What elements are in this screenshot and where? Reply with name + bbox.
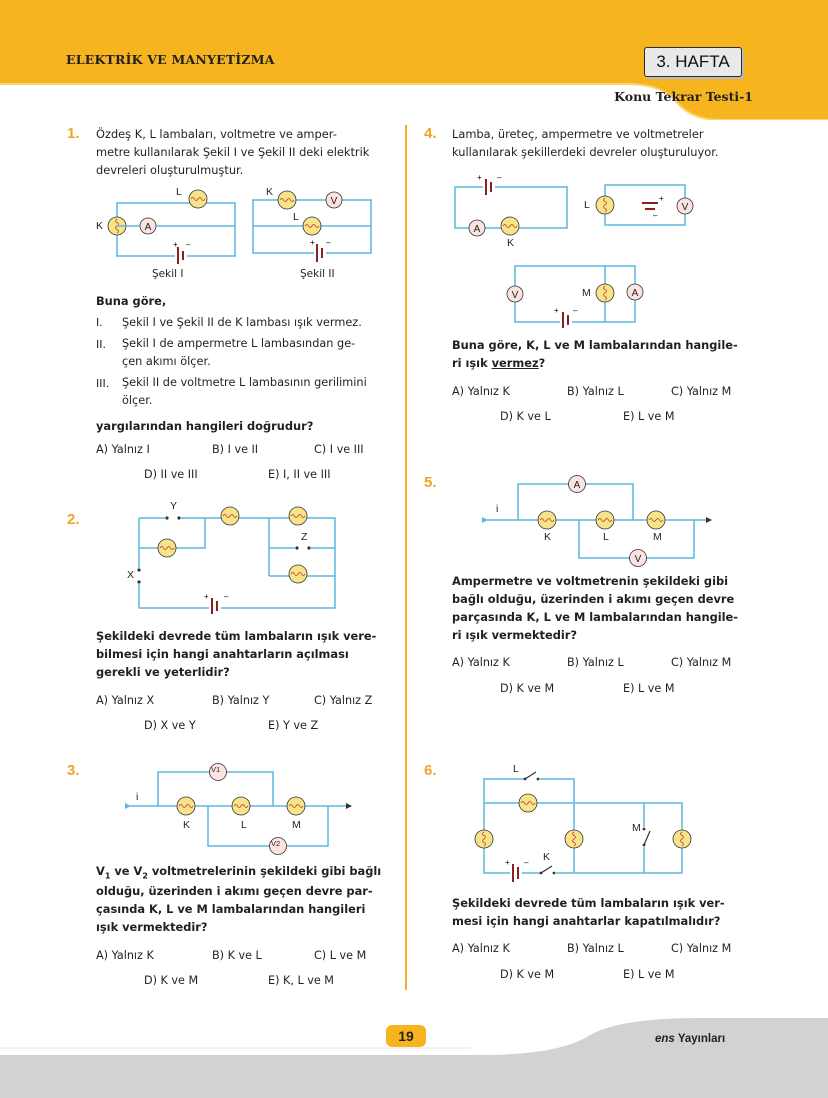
q1-stem-1: Özdeş K, L lambaları, voltmetre ve amper- [96,127,337,141]
q6-label-L: L [513,763,519,775]
q2-label-X: X [127,569,135,581]
section-title: ELEKTRİK VE MANYETİZMA [66,52,275,67]
q3-lamp-M [287,797,305,815]
q4-fig2-lamp-L [596,196,614,214]
q2-choice-b[interactable]: B) Yalnız Y [212,694,270,707]
q1-circuit-figures [90,180,390,280]
svg-text:+: + [310,238,315,247]
svg-text:–: – [224,592,229,601]
q6-battery [505,858,529,883]
q4-fig3-voltmeter [507,286,523,302]
q1-item2-text-2: çen akımı ölçer. [122,355,211,368]
svg-text:–: – [573,306,578,315]
q3-label-V1: V1 [211,765,221,774]
svg-text:V: V [634,554,642,565]
q3-label-L: L [241,819,247,831]
q4-choice-e[interactable]: E) L ve M [623,410,675,423]
q6-stem-2: mesi için hangi anahtarlar kapatılmalıdır? [452,914,721,928]
q4-fig1-lamp-K [501,217,519,235]
q2-switch-X [133,568,145,584]
svg-text:A: A [473,224,481,235]
q1-stem-2: metre kullanılarak Şekil I ve Şekil II deki elektrik [96,145,370,159]
q3-stem-2: olduğu, üzerinden i akımı geçen devre par- [96,884,373,898]
q2-lamp-left [158,539,176,557]
q6-lamp-left [475,830,493,848]
q5-stem-4: ri ışık vermektedir? [452,628,578,642]
q4-stem-1: Lamba, üreteç, ampermetre ve voltmetreler [452,127,704,141]
q6-number: 6. [424,762,437,779]
q4-fig1-ammeter [469,220,485,236]
q5-label-M: M [653,531,662,543]
q6-label-M: M [632,822,641,834]
q2-lamp-right-top [289,507,307,525]
q4-choice-c[interactable]: C) Yalnız M [671,385,732,398]
q6-switch-K [540,865,556,879]
svg-text:V: V [511,290,519,301]
q1-label-L1: L [176,186,182,198]
q4-choice-a[interactable]: A) Yalnız K [452,385,510,398]
q2-lamp-top [221,507,239,525]
q1-item1-text: Şekil I ve Şekil II de K lambası ışık vermez. [122,316,362,329]
svg-text:–: – [326,238,331,247]
q1-item3-num: III. [96,377,110,390]
q4-choice-d[interactable]: D) K ve L [500,410,551,423]
q5-lamp-M [647,511,665,529]
q3-label-M: M [292,819,301,831]
q1-fig1-lamp-L [189,190,207,208]
q4-question-1: Buna göre, K, L ve M lambalarından hangile- [452,338,738,352]
q1-fig1-ammeter [140,218,156,234]
q3-label-V2: V2 [271,839,281,848]
q2-choice-c[interactable]: C) Yalnız Z [314,694,373,707]
footer-band [0,1000,828,1098]
q2-stem-1: Şekildeki devrede tüm lambaların ışık vere- [96,629,377,643]
q5-choice-d[interactable]: D) K ve M [500,682,555,695]
q3-choice-a[interactable]: A) Yalnız K [96,949,154,962]
q4-fig3-battery [554,306,578,329]
q3-number: 3. [67,762,80,779]
q2-label-Z: Z [301,531,308,543]
svg-text:V: V [681,202,689,213]
q3-circuit [120,762,360,857]
brand-mark: ens [655,1033,675,1045]
q2-choice-a[interactable]: A) Yalnız X [96,694,155,707]
q1-choice-c[interactable]: C) I ve III [314,443,364,456]
svg-text:+: + [554,306,559,315]
q1-label-K1: K [96,220,104,232]
q5-circuit [478,472,723,567]
q4-circuit-figures [445,170,705,330]
q4-fig2-voltmeter [677,198,693,214]
q5-choice-b[interactable]: B) Yalnız L [567,656,624,669]
q5-choice-a[interactable]: A) Yalnız K [452,656,510,669]
svg-text:–: – [653,211,658,220]
q5-stem-3: parçasında K, L ve M lambalarından hangile- [452,610,739,624]
svg-text:+: + [477,173,482,182]
q6-lamp-right [673,830,691,848]
q5-label-i: i [496,503,499,515]
q1-fig2-lamp-L [303,217,321,235]
q5-voltmeter [630,550,647,567]
q1-item3-text-1: Şekil II de voltmetre L lambasının gerilimini [122,376,367,389]
svg-text:+: + [173,240,178,249]
svg-text:+: + [659,194,664,203]
q5-stem-2: bağlı olduğu, üzerinden i akımı geçen devre [452,592,735,606]
publisher-logo [655,1033,725,1045]
page-footer [0,1000,828,1098]
q6-choice-e[interactable]: E) L ve M [623,968,675,981]
q1-number: 1. [67,125,80,142]
q3-choice-c[interactable]: C) L ve M [314,949,367,962]
q6-choice-c[interactable]: C) Yalnız M [671,942,732,955]
q1-choice-b[interactable]: B) I ve II [212,443,259,456]
q4-label-K: K [507,237,515,249]
q1-label-L2: L [293,211,299,223]
q1-fig2-voltmeter [326,192,342,208]
q5-lamp-K [538,511,556,529]
q2-battery [204,592,229,614]
q5-stem-1: Ampermetre ve voltmetrenin şekildeki gibi [452,574,729,588]
svg-text:–: – [497,173,502,182]
q1-fig1-caption: Şekil I [152,268,184,280]
q2-circuit [125,498,345,614]
page-header [0,0,828,120]
q1-choice-a[interactable]: A) Yalnız I [96,443,150,456]
q4-question-2: ri ışık vermez? [452,356,546,370]
q2-number: 2. [67,511,80,528]
q1-fig1-battery [173,240,191,264]
q1-item2-text-1: Şekil I de ampermetre L lambasından ge- [122,337,356,350]
q1-item2-num: II. [96,338,106,351]
q6-choice-d[interactable]: D) K ve M [500,968,555,981]
q5-choice-c[interactable]: C) Yalnız M [671,656,732,669]
svg-text:+: + [204,592,209,601]
q4-label-L: L [584,199,590,211]
q4-fig3-ammeter [627,284,643,300]
q5-label-L: L [603,531,609,543]
q6-lamp-middle [565,830,583,848]
week-badge: 3. HAFTA [644,47,742,77]
q6-choice-b[interactable]: B) Yalnız L [567,942,624,955]
q6-stem-1: Şekildeki devrede tüm lambaların ışık ver- [452,896,725,910]
q6-circuit [470,765,695,890]
q1-fig2-caption: Şekil II [300,268,335,280]
q2-choice-d[interactable]: D) X ve Y [144,719,196,732]
q2-label-Y: Y [170,500,178,512]
q2-switch-Y [165,512,181,524]
q2-switch-Z [295,542,311,554]
q3-stem-3: çasında K, L ve M lambalarından hangileri [96,902,366,916]
q1-choice-e[interactable]: E) I, II ve III [268,468,331,481]
q5-choice-e[interactable]: E) L ve M [623,682,675,695]
q1-fig2-battery [310,238,331,262]
q5-ammeter [569,476,586,493]
q2-choice-e[interactable]: E) Y ve Z [268,719,319,732]
q6-label-K: K [543,851,551,863]
q2-stem-3: gerekli ve yeterlidir? [96,665,230,679]
svg-text:A: A [144,222,152,233]
q3-stem-first-line: $V_1$ ve $V_2$ voltmetrelerinin şekildeki gibi bağlı [96,864,382,881]
q3-choice-d[interactable]: D) K ve M [144,974,199,987]
q1-lead: Buna göre, [96,294,167,308]
svg-text:A: A [573,480,581,491]
q4-choice-b[interactable]: B) Yalnız L [567,385,624,398]
q4-label-M: M [582,287,591,299]
q6-choice-a[interactable]: A) Yalnız K [452,942,510,955]
svg-text:V: V [330,196,338,207]
svg-text:A: A [631,288,639,299]
q4-number: 4. [424,125,437,142]
q2-stem-2: bilmesi için hangi anahtarların açılması [96,647,349,661]
q3-lamp-L [232,797,250,815]
q3-choice-b[interactable]: B) K ve L [212,949,262,962]
svg-text:–: – [524,858,529,867]
q6-switch-L [524,771,540,785]
svg-text:–: – [186,240,191,249]
q6-lamp-top [519,794,537,812]
q4-fig3-lamp-M [596,284,614,302]
q4-stem-2: kullanılarak şekillerdeki devreler oluşturuluyor. [452,145,719,159]
q1-label-K2: K [266,186,274,198]
q3-stem-4: ışık vermektedir? [96,920,208,934]
q2-lamp-right-bottom [289,565,307,583]
q1-item1-num: I. [96,316,103,329]
page-number: 19 [386,1025,426,1047]
q4-fig2-battery [642,194,664,220]
q3-label-i: i [136,791,139,803]
q1-item3-text-2: ölçer. [122,394,153,407]
q1-fig2-lamp-K [278,191,296,209]
q3-lamp-K [177,797,195,815]
column-divider [405,125,407,990]
svg-text:+: + [505,858,510,867]
q5-lamp-L [596,511,614,529]
q5-label-K: K [544,531,552,543]
q4-fig1-battery [477,173,502,195]
q1-choice-d[interactable]: D) II ve III [144,468,198,481]
q5-number: 5. [424,474,437,491]
test-name: Konu Tekrar Testi-1 [614,89,753,104]
q1-stem-3: devreleri oluşturulmuştur. [96,163,244,177]
publisher-name: Yayınları [677,1033,726,1045]
q1-question: yargılarından hangileri doğrudur? [96,419,314,433]
q3-choice-e[interactable]: E) K, L ve M [268,974,334,987]
q3-label-K: K [183,819,191,831]
